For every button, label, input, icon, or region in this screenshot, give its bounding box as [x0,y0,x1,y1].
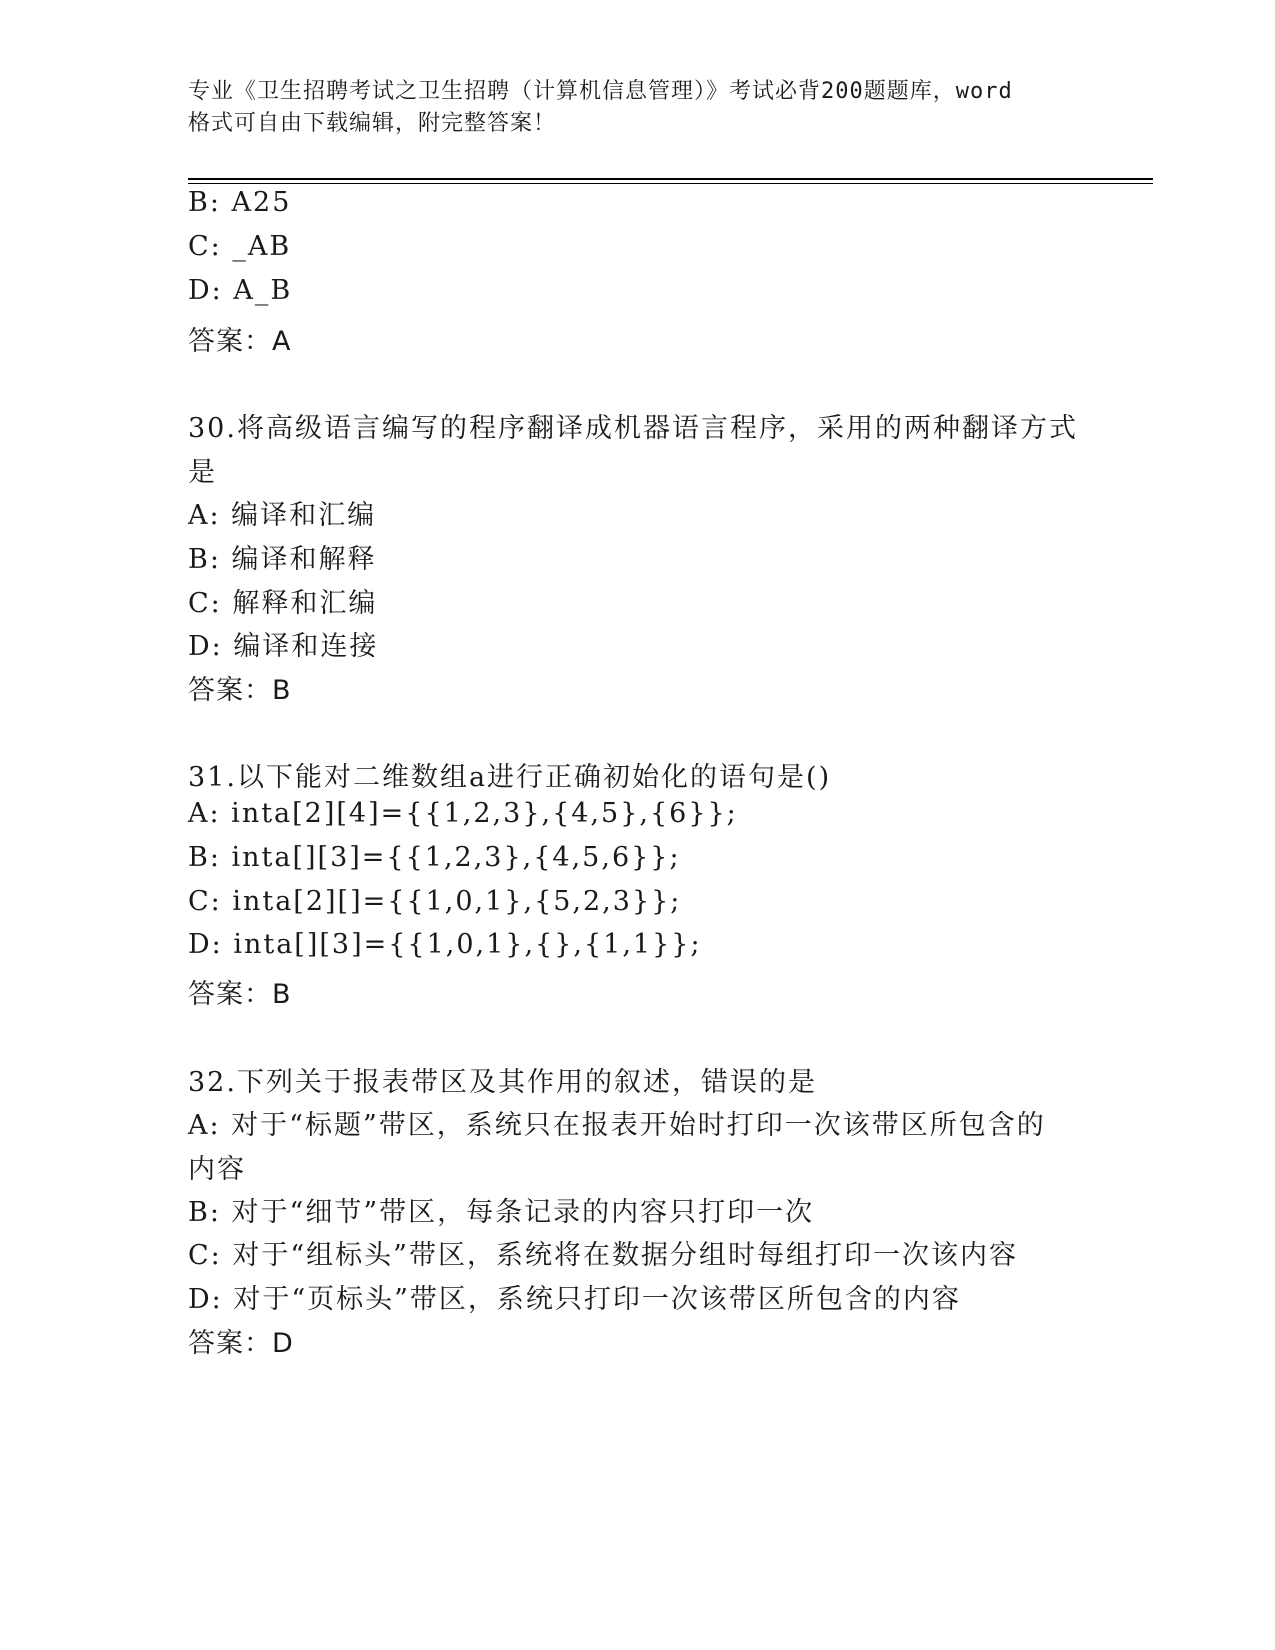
answer: 答案：A [188,326,292,357]
question-31-answer: 答案：B [188,979,292,1010]
question-31-option-b: B: inta[][3]={{1,2,3},{4,5,6}}; [188,842,681,873]
option-d: D: A_B [188,275,293,306]
option-b: B: A25 [188,187,292,218]
question-32-option-d: D: 对于“页标头”带区，系统只打印一次该带区所包含的内容 [188,1284,961,1315]
question-30-option-c: C: 解释和汇编 [188,588,378,619]
question-32-stem: 32.下列关于报表带区及其作用的叙述，错误的是 [188,1067,817,1098]
question-32-option-a-cont: 内容 [188,1154,246,1185]
question-32-option-b: B: 对于“细节”带区，每条记录的内容只打印一次 [188,1197,815,1228]
question-30-answer: 答案：B [188,675,292,706]
question-31-option-a: A: inta[2][4]={{1,2,3},{4,5},{6}}; [188,798,738,829]
document-header [188,76,1088,140]
question-32-option-c: C: 对于“组标头”带区，系统将在数据分组时每组打印一次该内容 [188,1240,1018,1271]
question-31-stem: 31.以下能对二维数组a进行正确初始化的语句是() [188,762,832,793]
question-32-answer: 答案：D [188,1328,294,1359]
header-line-2: 格式可自由下载编辑，附完整答案！ [188,111,557,136]
question-30-stem-cont: 是 [188,457,217,488]
question-31-option-d: D: inta[][3]={{1,0,1},{},{1,1}}; [188,929,702,960]
question-30-option-d: D: 编译和连接 [188,631,379,662]
question-30-stem: 30.将高级语言编写的程序翻译成机器语言程序，采用的两种翻译方式 [188,413,1078,444]
header-divider [188,178,1153,180]
option-c: C: _AB [188,231,292,262]
question-31-option-c: C: inta[2][]={{1,0,1},{5,2,3}}; [188,886,682,917]
question-32-option-a: A: 对于“标题”带区，系统只在报表开始时打印一次该带区所包含的 [188,1110,1046,1141]
header-divider-thin [188,183,1153,184]
question-30-option-b: B: 编译和解释 [188,544,377,575]
question-30-option-a: A: 编译和汇编 [188,500,377,531]
header-line-1: 专业《卫生招聘考试之卫生招聘（计算机信息管理）》考试必背200题题库，word [188,79,1013,104]
